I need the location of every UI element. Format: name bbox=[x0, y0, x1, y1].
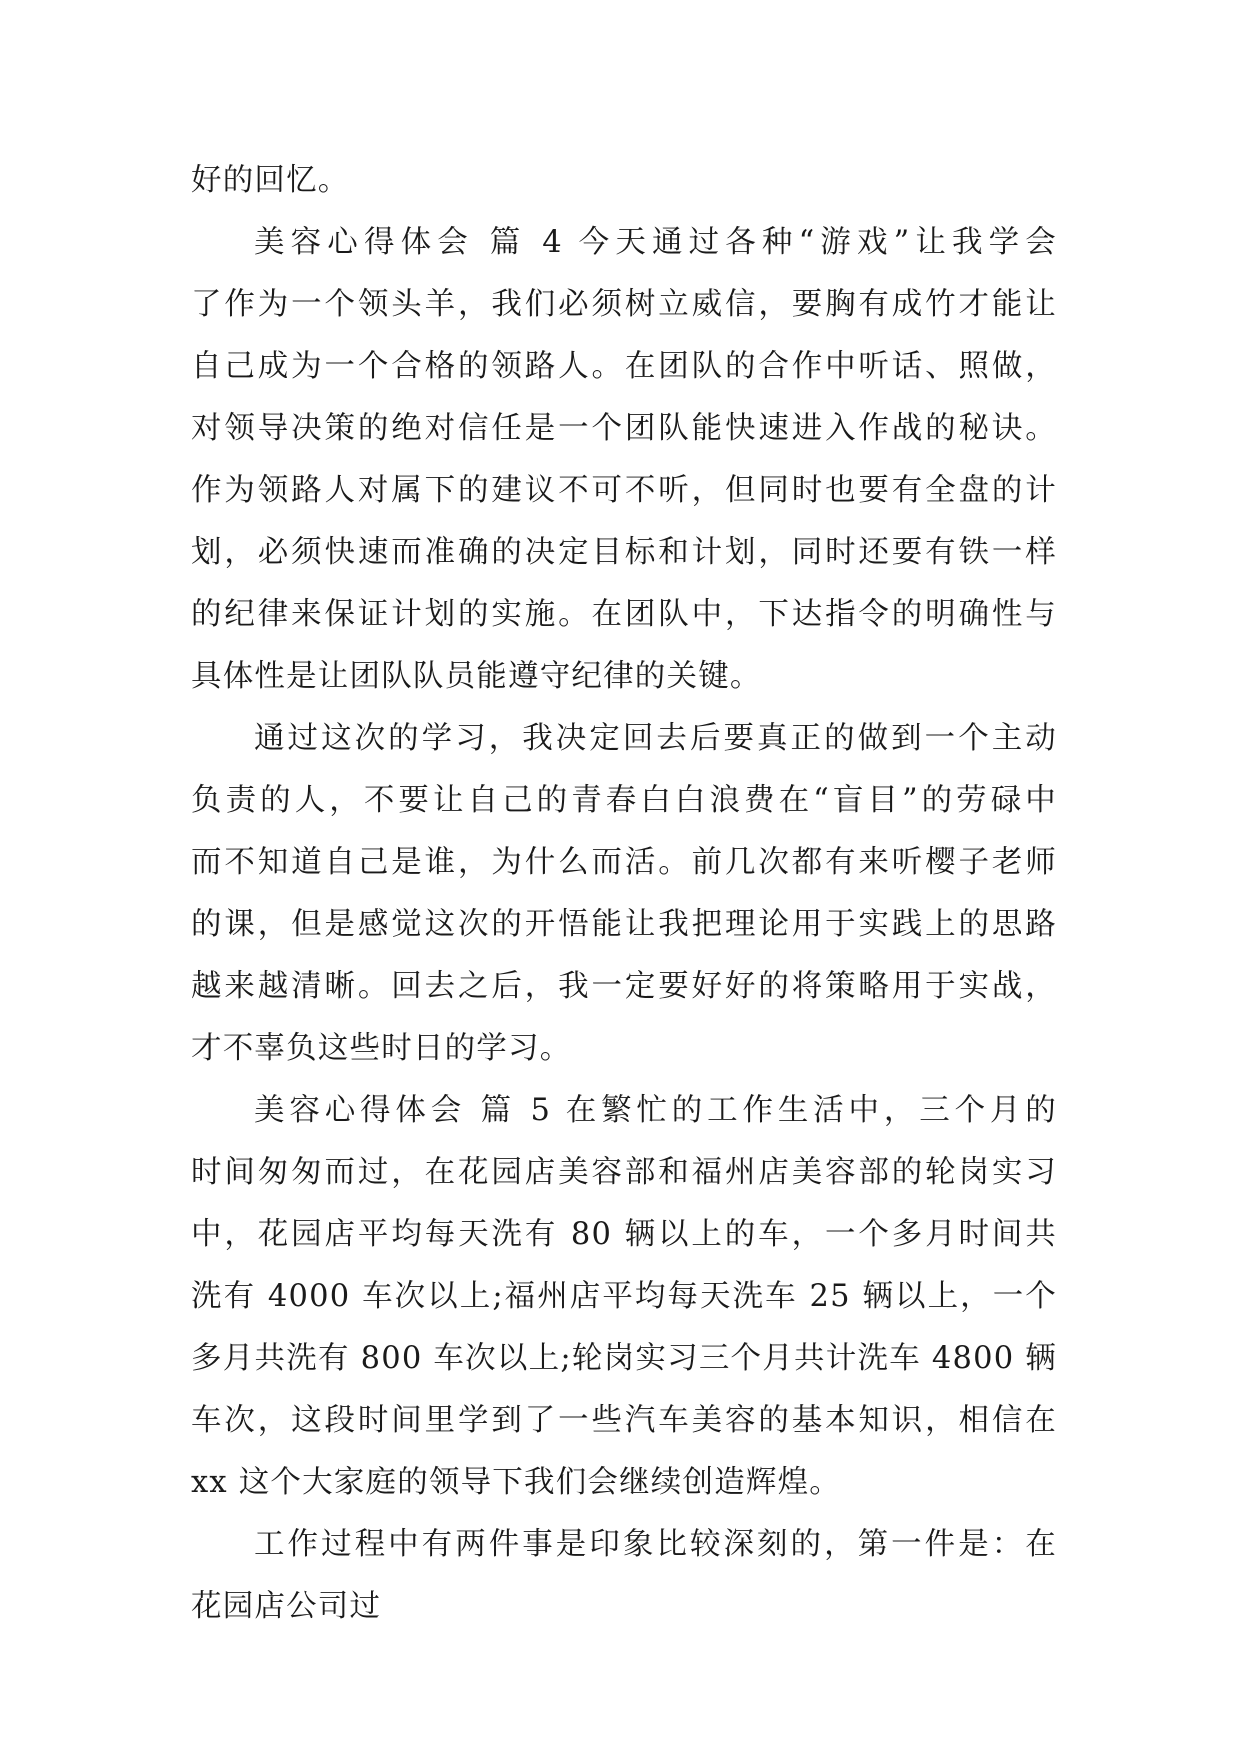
text-line: 好的回忆。 bbox=[191, 163, 350, 198]
text-line: 的课，但是感觉这次的开悟能让我把理论用于实践上的思路 bbox=[191, 907, 1057, 942]
text-line: 负责的人，不要让自己的青春白白浪费在“盲目”的劳碌中 bbox=[191, 783, 1057, 818]
text-line: 了作为一个领头羊，我们必须树立威信，要胸有成竹才能让 bbox=[191, 287, 1057, 322]
text-line: 越来越清晰。回去之后，我一定要好好的将策略用于实战， bbox=[191, 969, 1057, 1004]
text-line: xx 这个大家庭的领导下我们会继续创造辉煌。 bbox=[191, 1465, 841, 1500]
text-line: 工作过程中有两件事是印象比较深刻的，第一件是：在 bbox=[254, 1527, 1057, 1562]
text-line: 的纪律来保证计划的实施。在团队中，下达指令的明确性与 bbox=[191, 597, 1057, 632]
text-line: 时间匆匆而过，在花园店美容部和福州店美容部的轮岗实习 bbox=[191, 1155, 1057, 1190]
text-line: 花园店公司过 bbox=[191, 1589, 382, 1624]
text-line: 中，花园店平均每天洗有 80 辆以上的车，一个多月时间共 bbox=[191, 1217, 1057, 1252]
text-line: 自己成为一个合格的领路人。在团队的合作中听话、照做， bbox=[191, 349, 1057, 384]
text-line: 划，必须快速而准确的决定目标和计划，同时还要有铁一样 bbox=[191, 535, 1057, 570]
text-line: 车次，这段时间里学到了一些汽车美容的基本知识，相信在 bbox=[191, 1403, 1057, 1438]
text-line: 美容心得体会 篇 5 在繁忙的工作生活中，三个月的 bbox=[254, 1093, 1057, 1128]
text-line: 洗有 4000 车次以上;福州店平均每天洗车 25 辆以上，一个 bbox=[191, 1279, 1057, 1314]
text-line: 作为领路人对属下的建议不可不听，但同时也要有全盘的计 bbox=[191, 473, 1057, 508]
text-line: 具体性是让团队队员能遵守纪律的关键。 bbox=[191, 659, 762, 694]
text-line: 通过这次的学习，我决定回去后要真正的做到一个主动 bbox=[254, 721, 1057, 756]
document-body bbox=[191, 150, 1057, 1638]
text-line: 美容心得体会 篇 4 今天通过各种“游戏”让我学会 bbox=[254, 225, 1057, 260]
text-line: 多月共洗有 800 车次以上;轮岗实习三个月共计洗车 4800 辆 bbox=[191, 1341, 1057, 1376]
text-line: 对领导决策的绝对信任是一个团队能快速进入作战的秘诀。 bbox=[191, 411, 1057, 446]
text-line: 而不知道自己是谁，为什么而活。前几次都有来听樱子老师 bbox=[191, 845, 1057, 880]
text-line: 才不辜负这些时日的学习。 bbox=[191, 1031, 572, 1066]
